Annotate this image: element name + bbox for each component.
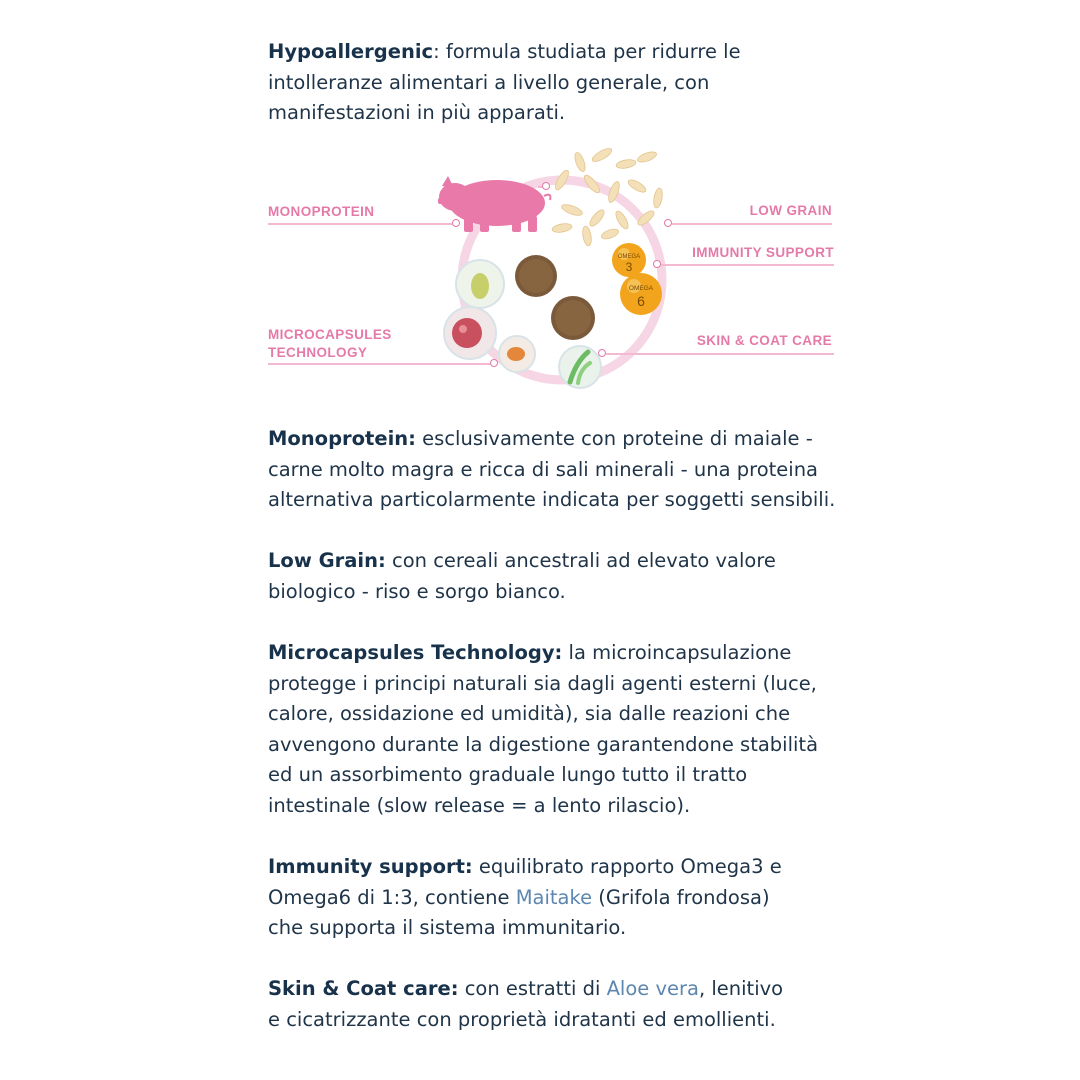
aloe-vera-link[interactable]: Aloe vera — [606, 977, 699, 1000]
connector-low-grain — [672, 223, 832, 225]
intro-term: Hypoallergenic — [268, 40, 434, 63]
connector-skin-coat — [606, 353, 834, 355]
skin-coat-text-before: con estratti di — [458, 977, 607, 1000]
omega6-number: 6 — [637, 293, 645, 309]
low-grain-paragraph — [268, 546, 848, 607]
immunity-text-after: (Grifola frondosa) che supporta il sistema immunitario. — [268, 885, 770, 939]
omega6-word: OMEGA — [628, 285, 654, 292]
benefits-infographic — [262, 140, 842, 402]
connector-dot-pig — [542, 182, 550, 190]
immunity-term: Immunity support: — [268, 855, 473, 878]
omega6-icon — [620, 273, 662, 315]
omega3-number: 3 — [625, 260, 633, 274]
immunity-text-before: equilibrato rapporto Omega3 e Omega6 di 1:3, contiene — [268, 855, 782, 909]
intro-sep: : — [433, 40, 440, 63]
omega3-word: OMEGA — [617, 254, 641, 260]
kibble-icon — [515, 255, 595, 340]
microcapsules-text: la microincapsulazione protegge i principi naturali sia dagli agenti esterni (luce, calore, ossidazione ed umidità), sia dalle reazioni che avvengono durante la digestione garantendone stabilità ed un assorbimento graduale lungo tutto il tratto intestinale (slow release = a lento rilascio). — [268, 641, 819, 817]
label-monoprotein: MONOPROTEIN — [268, 204, 375, 219]
microcapsules-term: Microcapsules Technology: — [268, 641, 563, 664]
label-immunity-support: IMMUNITY SUPPORT — [692, 245, 834, 260]
connector-monoprotein — [268, 223, 456, 225]
connector-microcapsules — [268, 363, 494, 365]
aloe-bubble-icon — [559, 346, 601, 388]
label-skin-coat-care: SKIN & COAT CARE — [696, 333, 832, 348]
monoprotein-paragraph — [268, 424, 848, 516]
low-grain-term: Low Grain: — [268, 549, 386, 572]
omega3-icon — [612, 243, 646, 277]
label-technology: TECHNOLOGY — [268, 345, 368, 360]
skin-coat-term: Skin & Coat care: — [268, 977, 459, 1000]
maitake-link[interactable]: Maitake — [515, 885, 593, 909]
connector-dot-low-grain — [664, 219, 672, 227]
connector-dot-monoprotein — [452, 219, 460, 227]
monoprotein-text: esclusivamente con proteine di maiale - carne molto magra e ricca di sali minerali - una proteina alternativa particolarmente indicata per soggetti sensibili. — [268, 427, 836, 511]
connector-dot-skin-coat — [598, 349, 606, 357]
immunity-paragraph — [268, 852, 788, 944]
connector-dot-immunity — [653, 260, 661, 268]
connector-immunity — [661, 264, 834, 266]
skin-coat-paragraph — [268, 974, 798, 1035]
intro-text: formula studiata per ridurre le intolleranze alimentari a livello generale, con manifestazioni in più apparati. — [268, 40, 741, 124]
monoprotein-term: Monoprotein: — [268, 427, 416, 450]
label-low-grain: LOW GRAIN — [749, 203, 832, 218]
skin-coat-text-after: , lenitivo e cicatrizzante con proprietà idratanti ed emollienti. — [268, 977, 784, 1031]
label-microcapsules: MICROCAPSULES — [268, 327, 392, 342]
connector-dot-microcapsules — [490, 359, 498, 367]
intro-paragraph — [268, 37, 848, 129]
microcapsules-paragraph — [268, 638, 828, 821]
low-grain-text: con cereali ancestrali ad elevato valore biologico - riso e sorgo bianco. — [268, 549, 776, 603]
